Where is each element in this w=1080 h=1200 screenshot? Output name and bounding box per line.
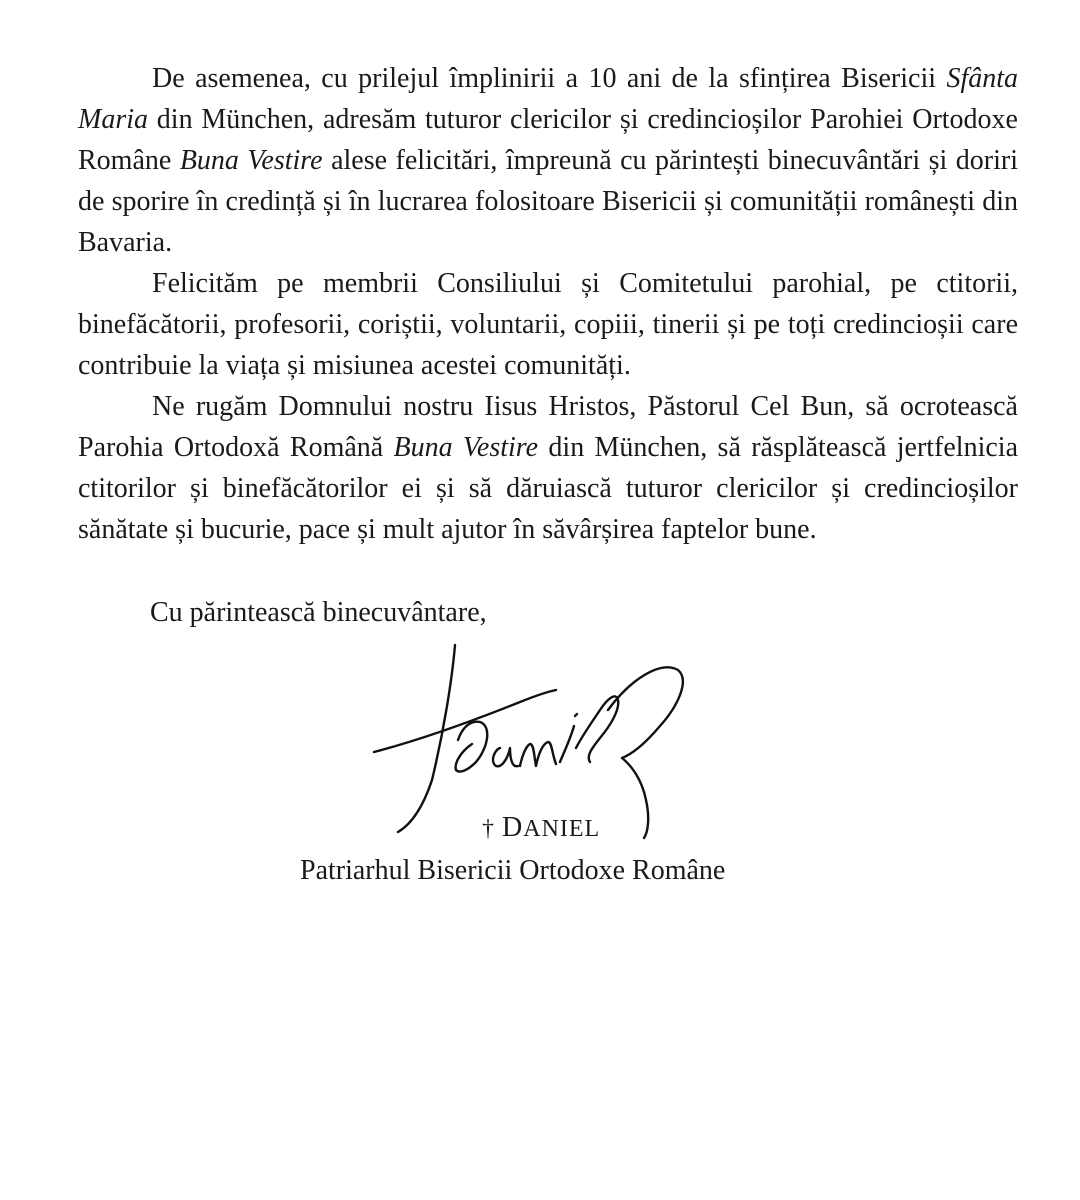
- paragraph-text: din München, să răsplătească jertfelnicia ctitorilor și binefăcătorilor ei și să dăruiască tuturor clericilor și credincioșilor sănătate și bucurie, pace și mult ajutor în săvârșirea faptelor bune.: [78, 432, 1018, 545]
- cross-symbol: †: [482, 816, 495, 842]
- paragraph-congratulations: Felicităm pe membrii Consiliului și Comitetului parohial, pe ctitorii, binefăcătorii, profesorii, coriștii, voluntarii, copiii, tinerii și pe toți credincioșii care contribuie la viața și misiunea acestei comunități.: [78, 268, 1018, 381]
- signer-initial: D: [502, 812, 524, 843]
- signer-title: Patriarhul Bisericii Ortodoxe Române: [300, 855, 726, 886]
- paragraph-anniversary: [78, 58, 1018, 263]
- paragraph-text: alese felicitări, împreună cu părintești binecuvântări și doriri de sporire în credință și în lucrarea folositoare Bisericii și comunității românești din Bavaria.: [78, 145, 1018, 258]
- letter-body: [78, 58, 1018, 550]
- paragraph-text: De asemenea, cu prilejul împlinirii a 10 ani de la sfințirea Bisericii: [152, 63, 947, 94]
- svg-text:Daniel: Daniel: [360, 640, 363, 641]
- signer-name-rest: ANIEL: [523, 816, 601, 842]
- church-name: Sfânta Maria: [78, 63, 1018, 135]
- paragraph-text: Ne rugăm Domnului nostru Iisus Hristos, Păstorul Cel Bun, să ocrotească Parohia Ortodoxă Română: [78, 391, 1018, 463]
- signer-name: [482, 812, 600, 844]
- paragraph-text: din München, adresăm tuturor clericilor și credincioșilor Parohiei Ortodoxe Române: [78, 104, 1018, 176]
- parish-name: Buna Vestire: [393, 432, 539, 463]
- paragraph-prayer: [78, 386, 1018, 550]
- closing-salutation: Cu părintească binecuvântare,: [150, 597, 487, 628]
- handwritten-signature: [360, 640, 720, 840]
- parish-name: Buna Vestire: [179, 145, 323, 176]
